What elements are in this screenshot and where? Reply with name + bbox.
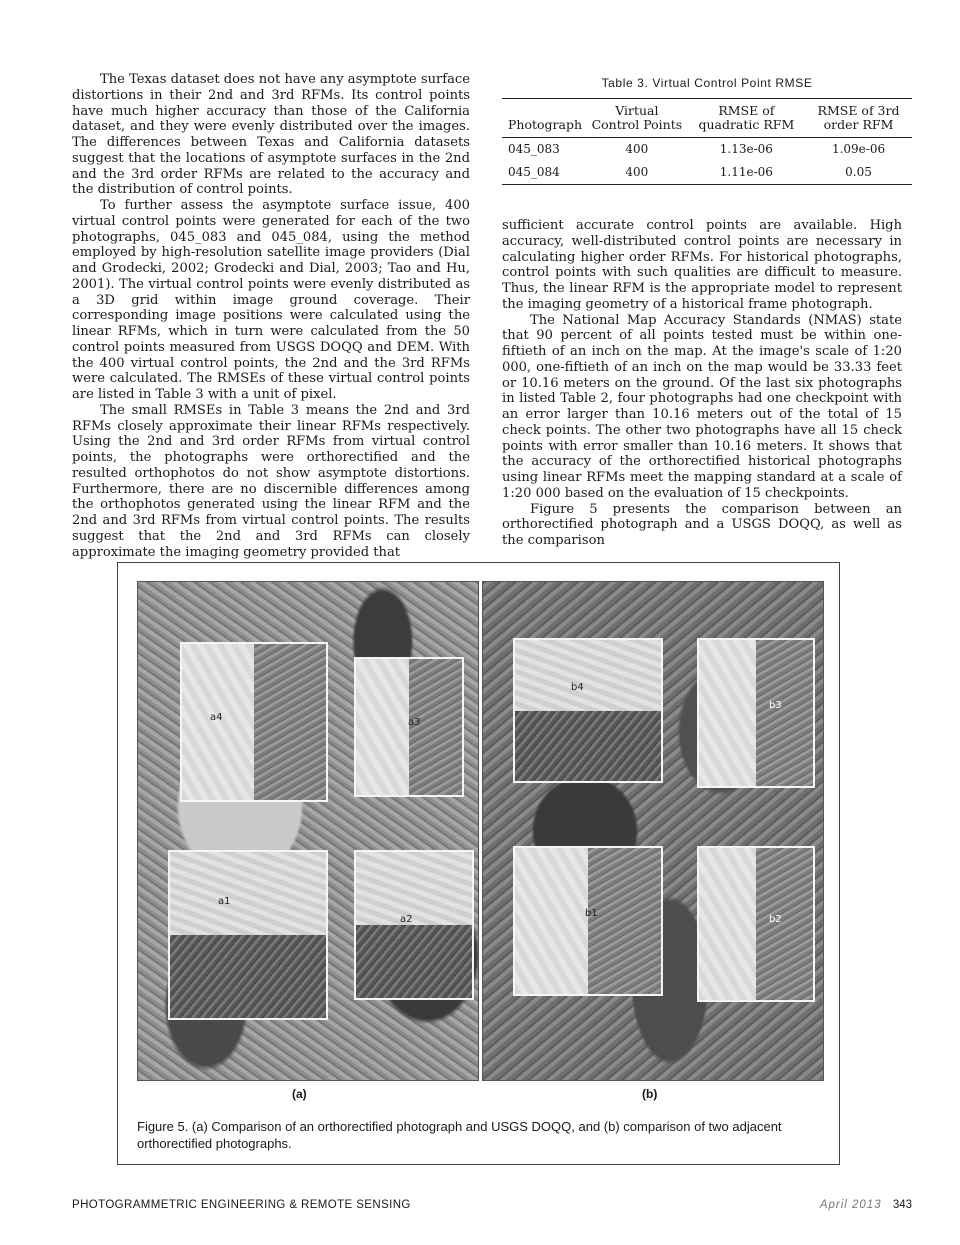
journal-name: PHOTOGRAMMETRIC ENGINEERING & REMOTE SENSING <box>72 1199 411 1211</box>
table-header-photograph: Photograph <box>502 99 586 138</box>
page-footer-right <box>820 1199 912 1211</box>
table-header-rmse-quadratic: RMSE of quadratic RFM <box>688 99 805 138</box>
inset-label-b4: b4 <box>571 682 584 693</box>
table-cell: 400 <box>586 161 688 185</box>
right-paragraph-1: sufficient accurate control points are available. High accuracy, well-distributed control points are necessary in calculating higher order RFMs. For historical photographs, control points with such qualities are difficult to measure. Thus, the linear RFM is the appropriate model to represent the imaging geometry of a historical frame photograph. <box>502 218 902 312</box>
inset-label-b3: b3 <box>769 700 782 711</box>
table-cell: 1.11e-06 <box>688 161 805 185</box>
table-cell: 045_084 <box>502 161 586 185</box>
inset-a4 <box>180 642 328 802</box>
inset-label-b1: b1 <box>585 908 598 919</box>
inset-a3 <box>354 657 464 797</box>
inset-b1 <box>513 846 663 996</box>
right-paragraph-3: Figure 5 presents the comparison between an orthorectified photograph and a USGS DOQQ, as well as the comparison <box>502 501 902 548</box>
left-column <box>72 72 470 560</box>
table-cell: 045_083 <box>508 142 560 156</box>
figure-5 <box>117 562 840 1165</box>
left-paragraph-1: The Texas dataset does not have any asymptote surface distortions in their 2nd and 3rd RFMs. Its control points have much higher accuracy than those of the California dataset, and they were evenly distributed over the images. The differences between Texas and California datasets suggest that the locations of asymptote surfaces in the 2nd and the 3rd order RFMs are related to the accuracy and the distribution of control points. <box>72 72 470 198</box>
left-paragraph-2: To further assess the asymptote surface issue, 400 virtual control points were generated for each of the two photographs, 045_083 and 045_084, using the method employed by high-resolution satellite image providers (Dial and Grodecki, 2002; Grodecki and Dial, 2003; Tao and Hu, 2001). The virtual control points were evenly distributed as a 3D grid within image ground coverage. Their corresponding image positions were calculated using the linear RFMs, which in turn were calculated from the 50 control points measured from USGS DOQQ and DEM. With the 400 virtual control points, the 2nd and the 3rd RFMs were calculated. The RMSEs of these virtual control points are listed in Table 3 with a unit of pixel. <box>72 198 470 402</box>
inset-label-a4: a4 <box>210 712 223 723</box>
inset-a1 <box>168 850 328 1020</box>
inset-a2 <box>354 850 474 1000</box>
table-cell: 1.09e-06 <box>831 142 886 156</box>
figure-panel-b-image <box>482 581 824 1081</box>
left-paragraph-3: The small RMSEs in Table 3 means the 2nd and 3rd RFMs closely approximate their linear RFMs respectively. Using the 2nd and 3rd order RFMs from virtual control points, the photographs were orthorectified and the resulted orthophotos do not show asymptote distortions. Furthermore, there are no discernible differences among the orthophotos generated using the linear RFM and the 2nd and 3rd RFMs from virtual control points. The results suggest that the 2nd and 3rd RFMs can closely approximate the imaging geometry provided that <box>72 402 470 560</box>
table-cell: 0.05 <box>805 161 912 185</box>
table-title: Table 3. Virtual Control Point RMSE <box>601 76 813 90</box>
table-cell: 1.13e-06 <box>719 142 773 156</box>
table-header-rmse-3rd-order: RMSE of 3rd order RFM <box>805 99 912 138</box>
inset-b2 <box>697 846 815 1002</box>
panel-a-label: (a) <box>292 1087 307 1101</box>
figure-caption: Figure 5. (a) Comparison of an orthorectified photograph and USGS DOQQ, and (b) comparison of two adjacent orthorectified photographs. <box>137 1119 782 1151</box>
panel-b-label: (b) <box>642 1087 658 1101</box>
table-3 <box>502 76 912 185</box>
figure-panel-a-image <box>137 581 479 1081</box>
rmse-table <box>502 98 912 185</box>
inset-b4 <box>513 638 663 783</box>
table-row <box>502 161 912 185</box>
inset-label-a2: a2 <box>400 914 413 925</box>
right-column <box>502 218 902 549</box>
right-paragraph-2: The National Map Accuracy Standards (NMAS) state that 90 percent of all points tested must be within one-fiftieth of an inch on the map. At the image's scale of 1:20 000, one-fiftieth of an inch on the map would be 33.33 feet or 10.16 meters on the ground. Of the last six photographs in listed Table 2, four photographs had one checkpoint with an error larger than 10.16 meters out of the total of 15 check points. The other two photographs have all 15 check points with error smaller than 10.16 meters. It shows that the accuracy of the orthorectified historical photographs using linear RFMs meet the mapping standard at a scale of 1:20 000 based on the evaluation of 15 checkpoints. <box>502 312 902 501</box>
inset-label-a1: a1 <box>218 896 231 907</box>
inset-label-b2: b2 <box>769 914 782 925</box>
table-row <box>502 138 912 162</box>
table-header-virtual-control-points: Virtual Control Points <box>586 99 688 138</box>
table-cell: 400 <box>625 142 649 156</box>
inset-label-a3: a3 <box>408 717 421 728</box>
page-number: 343 <box>892 1199 912 1211</box>
issue-date: April 2013 <box>819 1199 882 1211</box>
inset-b3 <box>697 638 815 788</box>
